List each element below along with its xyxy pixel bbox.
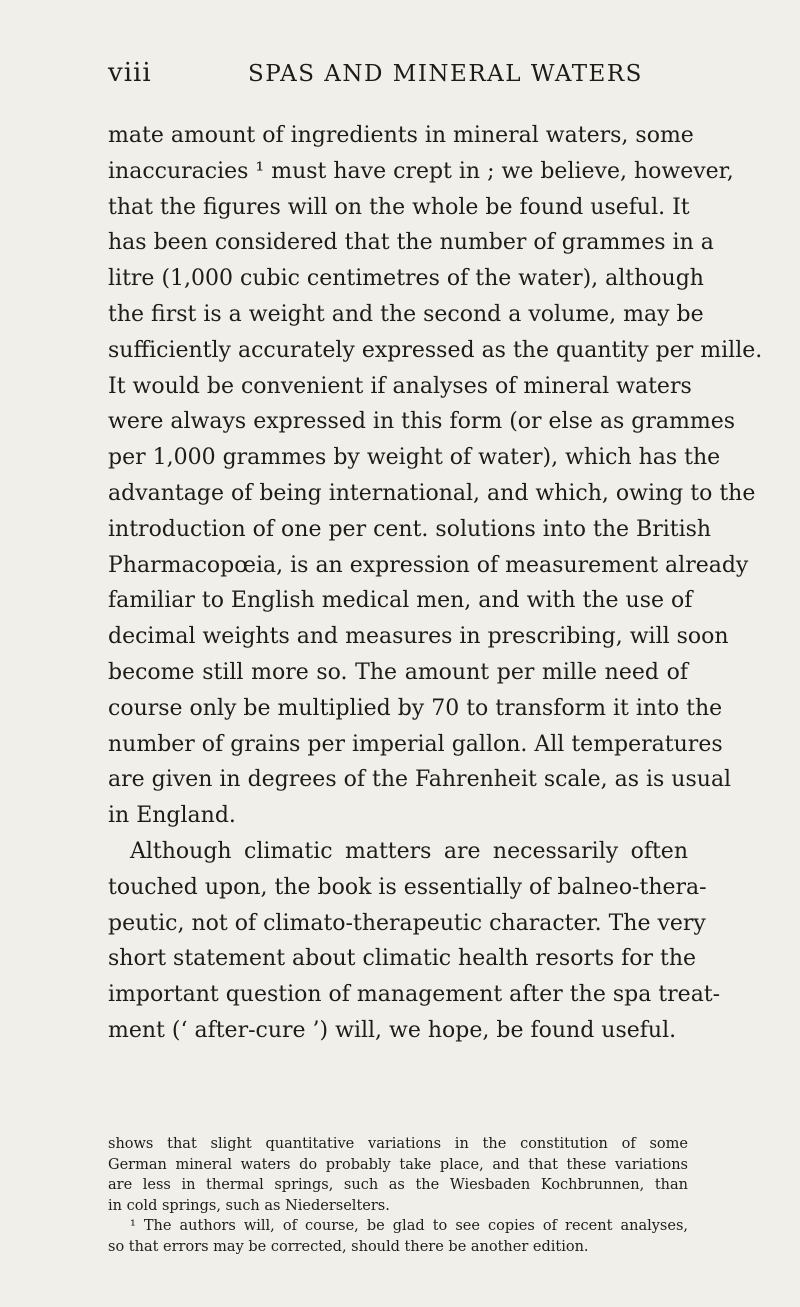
body-line: has been considered that the number of grammes in a [108, 230, 714, 256]
body-line: short statement about climatic health resorts for the [108, 946, 697, 972]
body-line: the first is a weight and the second a volume, may be [108, 301, 704, 327]
footnote-line: shows that slight quantitative variations in the constitution of some [108, 1136, 688, 1152]
body-line: per 1,000 grammes by weight of water), which has the [108, 445, 721, 471]
body-line: familiar to English medical men, and with the use of [108, 588, 693, 614]
body-line: Although climatic matters are necessarily often [130, 838, 688, 864]
body-line: Pharmacopœia, is an expression of measurement already [108, 552, 749, 578]
body-line: decimal weights and measures in prescribing, will soon [108, 624, 729, 650]
body-line: inaccuracies ¹ must have crept in ; we believe, however, [108, 158, 734, 184]
body-line: ment (‘ after-cure ’) will, we hope, be found useful. [108, 1017, 677, 1043]
body-line: sufficiently accurately expressed as the quantity per mille. [108, 337, 763, 363]
page-header [108, 58, 708, 98]
footnote-line: German mineral waters do probably take place, and that these variations [108, 1156, 688, 1173]
body-line: become still more so. The amount per mille need of [108, 659, 688, 685]
body-line: touched upon, the book is essentially of balneo-thera- [108, 874, 707, 900]
footnote-line: ¹ The authors will, of course, be glad to see copies of recent analyses, [130, 1218, 688, 1235]
body-text [108, 118, 763, 1049]
body-line: peutic, not of climato-therapeutic character. The very [108, 910, 706, 936]
body-line: number of grains per imperial gallon. All temperatures [108, 731, 723, 757]
footnote-line: so that errors may be corrected, should there be another edition. [108, 1238, 589, 1255]
body-line: introduction of one per cent. solutions into the British [108, 516, 712, 542]
footnote-line: in cold springs, such as Niederselters. [108, 1197, 390, 1214]
body-line: were always expressed in this form (or else as grammes [108, 409, 736, 435]
footnotes [108, 1134, 688, 1258]
body-line: that the figures will on the whole be found useful. It [108, 194, 690, 220]
running-head: SPAS AND MINERAL WATERS [248, 61, 643, 87]
body-line: mate amount of ingredients in mineral waters, some [108, 123, 694, 148]
body-line: in England. [108, 803, 236, 829]
body-line: are given in degrees of the Fahrenheit scale, as is usual [108, 767, 732, 793]
body-line: course only be multiplied by 70 to transform it into the [108, 695, 723, 721]
footnote-line: are less in thermal springs, such as the Wiesbaden Kochbrunnen, than [108, 1177, 688, 1194]
body-line: advantage of being international, and which, owing to the [108, 480, 756, 506]
body-line: important question of management after the spa treat- [108, 982, 721, 1008]
body-line: litre (1,000 cubic centimetres of the water), although [108, 266, 704, 292]
page-number: viii [108, 58, 152, 88]
body-line: It would be convenient if analyses of mineral waters [108, 373, 692, 399]
